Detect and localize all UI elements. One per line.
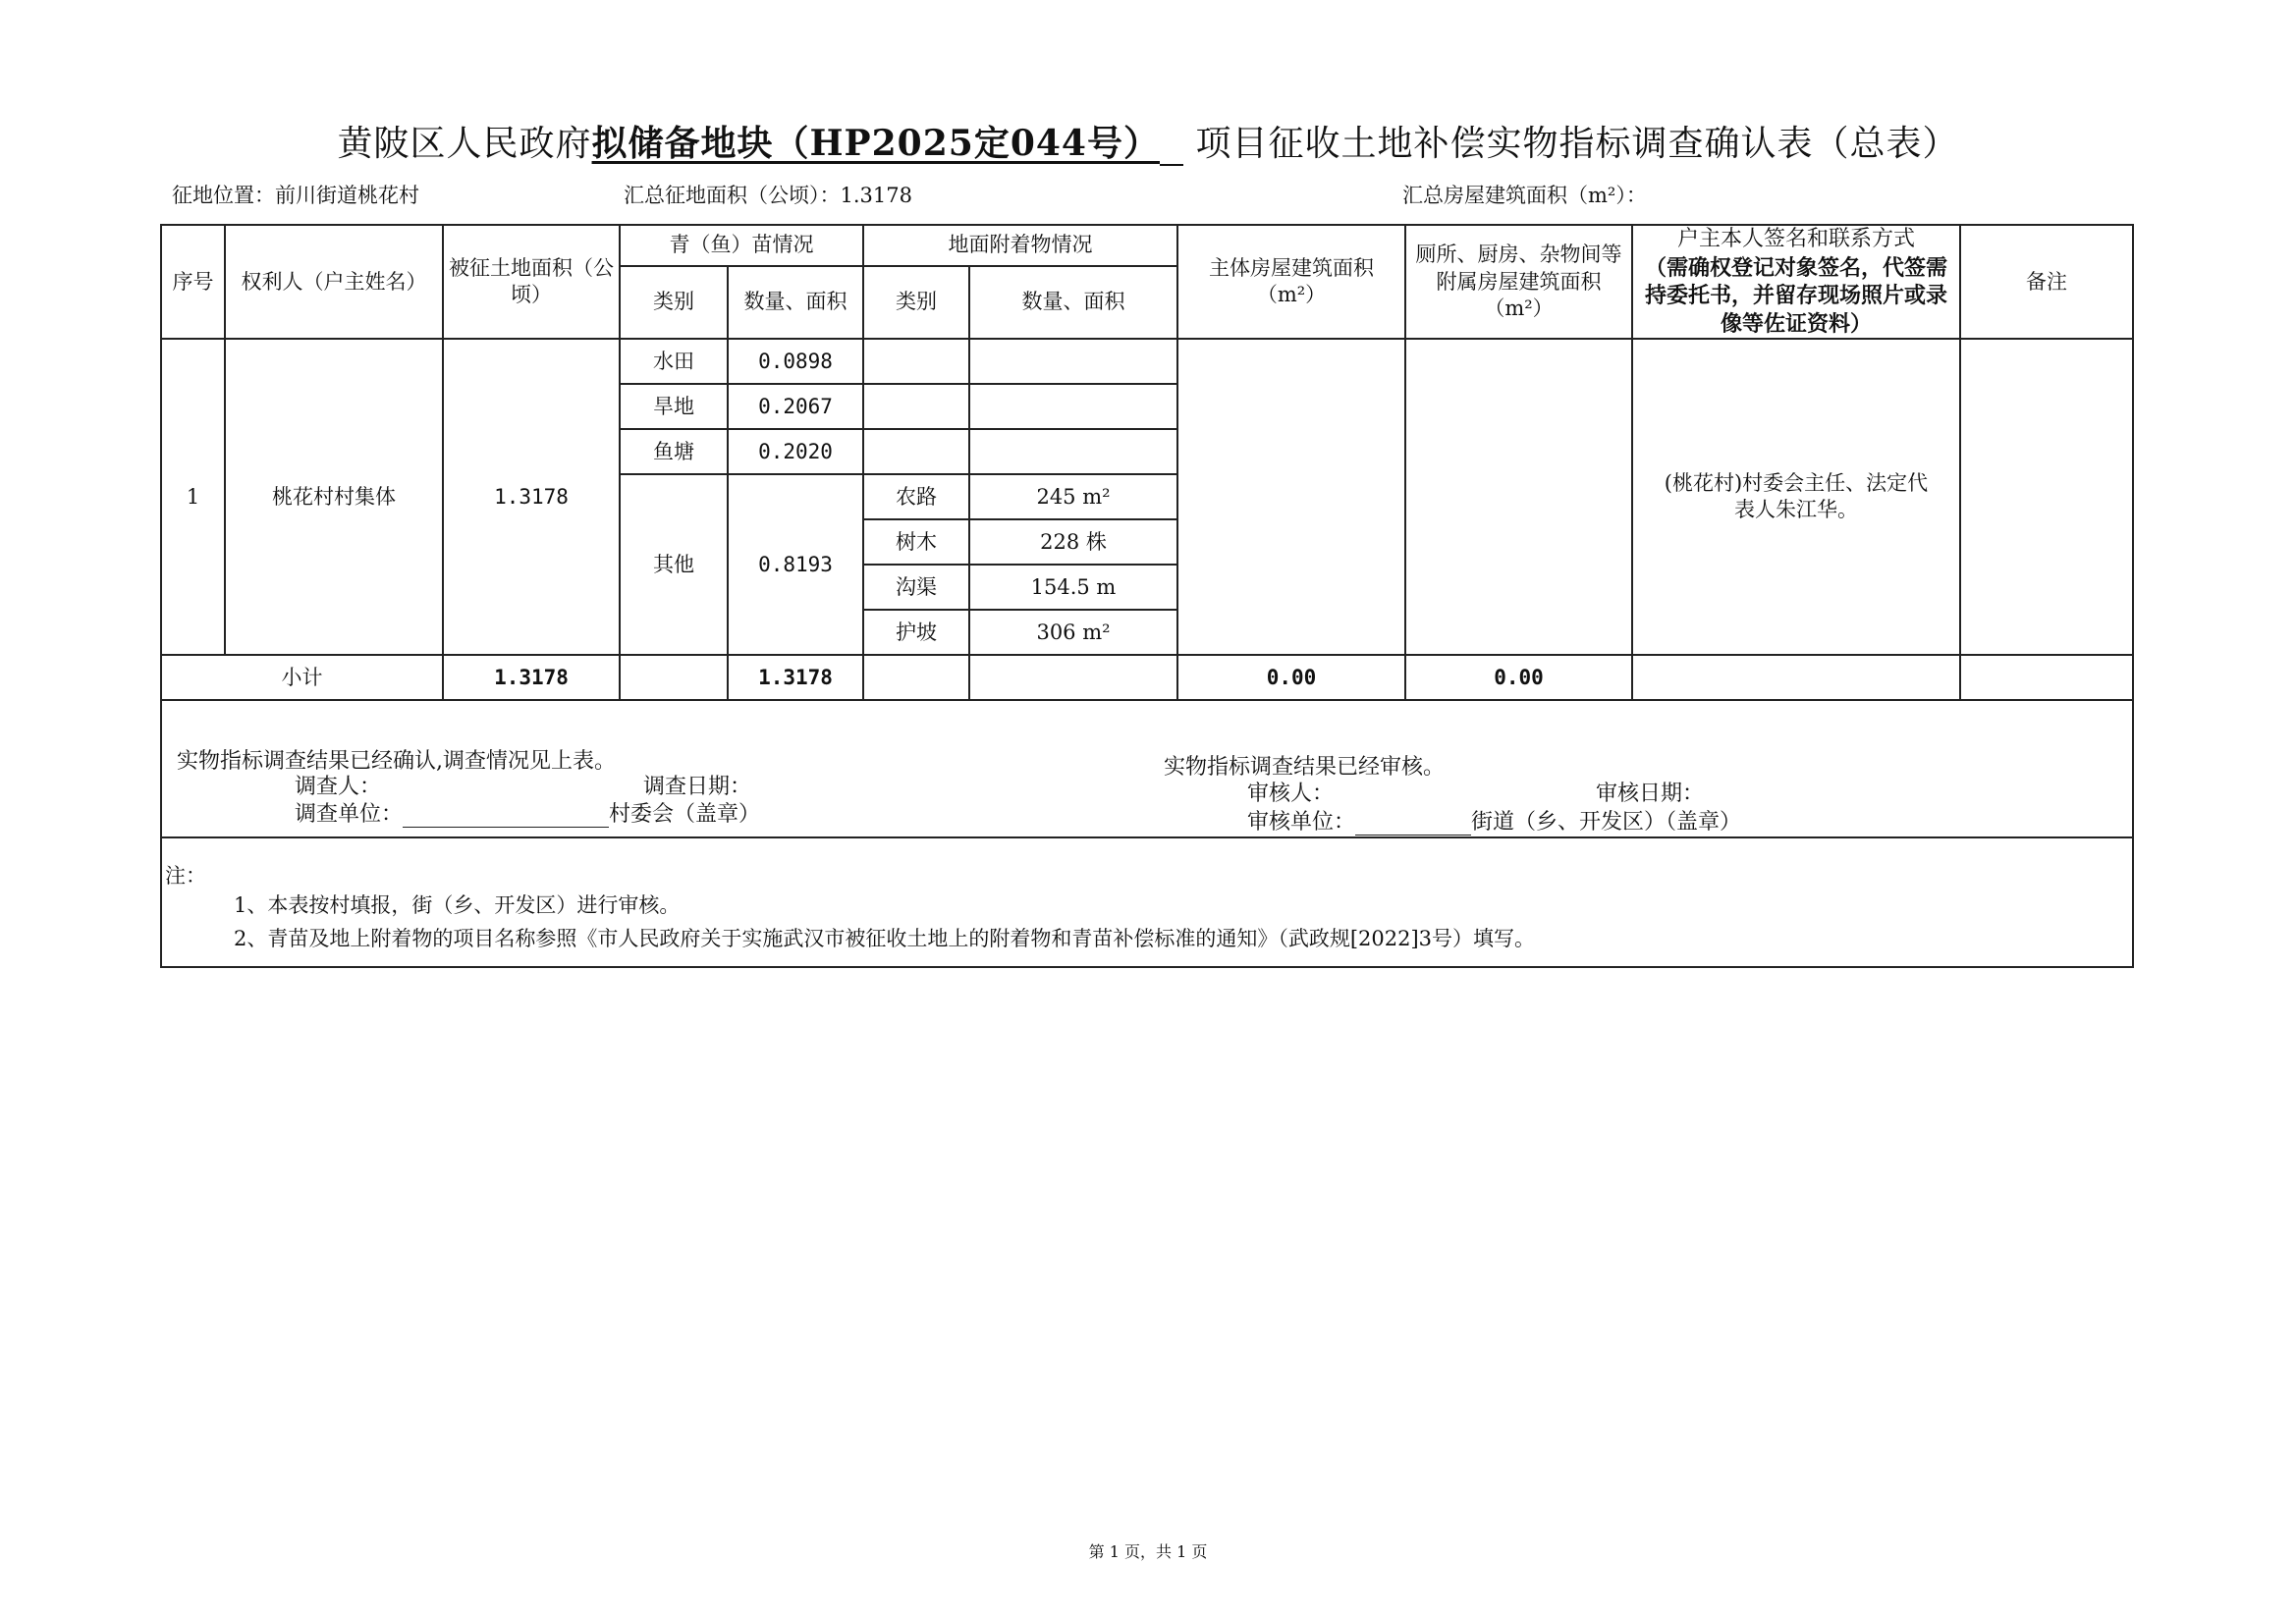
header-attach-type: 类别 xyxy=(863,266,969,340)
subtotal-land-area: 1.3178 xyxy=(443,655,620,700)
title-prefix: 黄陂区人民政府 xyxy=(337,124,592,164)
attach-qty-empty xyxy=(969,339,1177,384)
title-project: 拟储备地块（HP2025定044号） xyxy=(591,123,1160,164)
header-remarks: 备注 xyxy=(1960,225,2133,339)
attach-type: 护坡 xyxy=(863,610,969,655)
survey-unit-label: 调查单位： xyxy=(295,802,404,827)
subtotal-remarks xyxy=(1960,655,2133,700)
attach-type: 树木 xyxy=(863,519,969,565)
crop-qty: 0.0898 xyxy=(728,339,863,384)
subtotal-crop-qty: 1.3178 xyxy=(728,655,863,700)
subtotal-attach-type xyxy=(863,655,969,700)
review-unit-line xyxy=(1247,805,1741,836)
review-unit-blank xyxy=(1355,813,1471,836)
crop-type: 旱地 xyxy=(620,384,728,429)
crop-qty: 0.2067 xyxy=(728,384,863,429)
survey-unit-suffix: 村委会（盖章） xyxy=(609,802,761,827)
header-attach-qty: 数量、面积 xyxy=(969,266,1177,340)
attach-type-empty xyxy=(863,339,969,384)
crop-qty: 0.2020 xyxy=(728,429,863,474)
meta-total-building: 汇总房屋建筑面积（m²）： xyxy=(1402,184,1647,207)
attach-qty: 228 株 xyxy=(969,519,1177,565)
confirm-left-line1: 实物指标调查结果已经确认,调查情况见上表。 xyxy=(177,749,616,774)
row-seq: 1 xyxy=(161,339,225,655)
attach-type: 沟渠 xyxy=(863,565,969,610)
header-seq: 序号 xyxy=(161,225,225,339)
survey-unit-line xyxy=(295,797,760,828)
row-owner: 桃花村村集体 xyxy=(225,339,443,655)
attach-qty: 154.5 m xyxy=(969,565,1177,610)
title-suffix: 项目征收土地补偿实物指标调查确认表（总表） xyxy=(1195,124,1959,164)
header-owner: 权利人（户主姓名） xyxy=(225,225,443,339)
crop-qty: 0.8193 xyxy=(728,474,863,655)
subtotal-signature xyxy=(1632,655,1960,700)
document-title xyxy=(0,116,2296,166)
header-crop-qty: 数量、面积 xyxy=(728,266,863,340)
header-aux-building: 厕所、厨房、杂物间等附属房屋建筑面积（m²） xyxy=(1405,225,1632,339)
notes-label: 注： xyxy=(165,864,206,888)
attach-qty-empty xyxy=(969,384,1177,429)
crop-type: 鱼塘 xyxy=(620,429,728,474)
review-unit-label: 审核单位： xyxy=(1247,810,1356,835)
row-main-building xyxy=(1177,339,1405,655)
survey-table xyxy=(160,224,2134,968)
header-signature xyxy=(1632,225,1960,339)
header-main-building: 主体房屋建筑面积（m²） xyxy=(1177,225,1405,339)
attach-qty-empty xyxy=(969,429,1177,474)
surveyor-label: 调查人： xyxy=(295,775,382,799)
reviewer-label: 审核人： xyxy=(1247,782,1335,806)
crop-type: 水田 xyxy=(620,339,728,384)
subtotal-label: 小计 xyxy=(161,655,443,700)
attach-qty: 306 m² xyxy=(969,610,1177,655)
note-item-1: 1、本表按村填报，街（乡、开发区）进行审核。 xyxy=(234,893,681,917)
header-land-area: 被征土地面积（公顷） xyxy=(443,225,620,339)
confirm-right-line1: 实物指标调查结果已经审核。 xyxy=(1164,755,1446,780)
header-crops: 青（鱼）苗情况 xyxy=(620,225,863,266)
crop-type: 其他 xyxy=(620,474,728,655)
row-signature: (桃花村)村委会主任、法定代表人朱江华。 xyxy=(1632,339,1960,655)
note-item-2: 2、青苗及地上附着物的项目名称参照《市人民政府关于实施武汉市被征收土地上的附着物和青苗补偿标准的通知》（武政规[2022]3号）填写。 xyxy=(234,927,1536,950)
row-aux-building xyxy=(1405,339,1632,655)
subtotal-main-building: 0.00 xyxy=(1177,655,1405,700)
subtotal-aux-building: 0.00 xyxy=(1405,655,1632,700)
survey-unit-blank xyxy=(403,805,609,828)
row-remarks xyxy=(1960,339,2133,655)
page-footer: 第 1 页，共 1 页 xyxy=(1088,1542,1208,1561)
attach-type-empty xyxy=(863,429,969,474)
attach-type: 农路 xyxy=(863,474,969,519)
header-signature-note: （需确权登记对象签名，代签需持委托书，并留存现场照片或录像等佐证资料） xyxy=(1644,254,1947,337)
subtotal-attach-qty xyxy=(969,655,1177,700)
attach-type-empty xyxy=(863,384,969,429)
survey-date-label: 调查日期： xyxy=(643,775,752,799)
row-land-area: 1.3178 xyxy=(443,339,620,655)
header-signature-title: 户主本人签名和联系方式 xyxy=(1676,227,1915,251)
attach-qty: 245 m² xyxy=(969,474,1177,519)
meta-location: 征地位置：前川街道桃花村 xyxy=(172,184,419,207)
review-unit-suffix: 街道（乡、开发区）（盖章） xyxy=(1471,810,1742,835)
header-attachments: 地面附着物情况 xyxy=(863,225,1177,266)
subtotal-crop-type xyxy=(620,655,728,700)
header-crop-type: 类别 xyxy=(620,266,728,340)
meta-total-area: 汇总征地面积（公顷）：1.3178 xyxy=(624,184,912,207)
review-date-label: 审核日期： xyxy=(1596,782,1705,806)
